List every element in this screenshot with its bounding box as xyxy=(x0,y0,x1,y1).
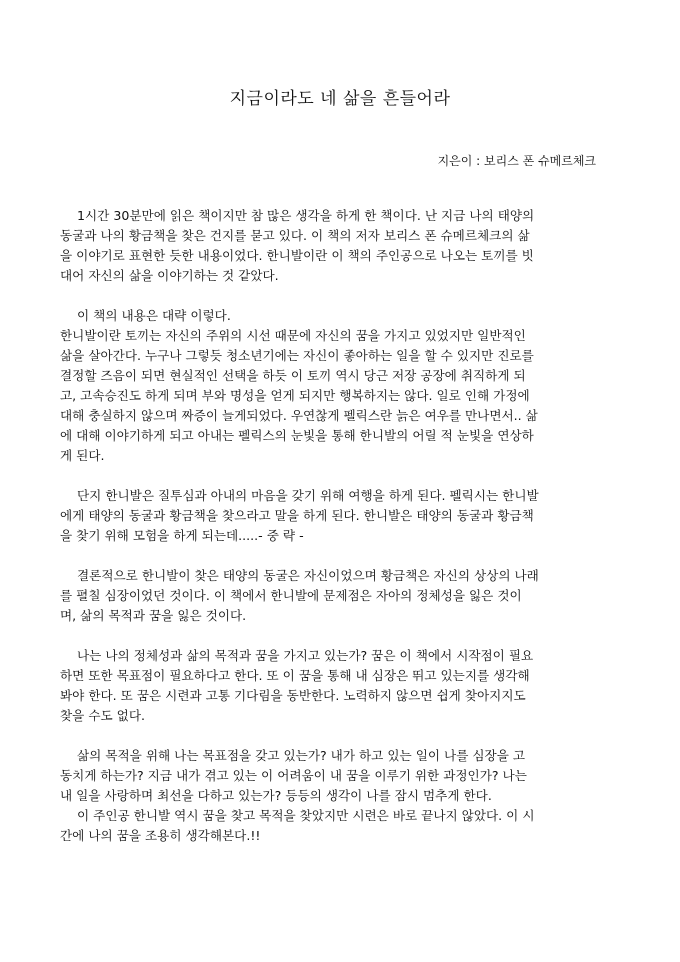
paragraph-5 xyxy=(60,646,622,726)
text-line: 게 된다. xyxy=(60,448,105,463)
text-line: 며, 삶의 목적과 꿈을 잃은 것이다. xyxy=(60,608,247,623)
text-line: 한니발이란 토끼는 자신의 주위의 시선 때문에 자신의 꿈을 가지고 있었지만 일반적인 xyxy=(60,328,526,343)
text-line: 1시간 30분만에 읽은 책이지만 참 많은 생각을 하게 한 책이다. 난 지금 나의 태양의 xyxy=(77,208,535,223)
text-line: 찾을 수도 없다. xyxy=(60,708,146,723)
document-title: 지금이라도 네 삶을 흔들어라 xyxy=(229,89,451,109)
text-line: 를 펼칠 심장이었던 것이다. 이 책에서 한니발에 문제점은 자아의 정체성을 잃은 것이 xyxy=(60,588,522,603)
text-line: 동치게 하는가? 지금 내가 겪고 있는 이 어려움이 내 꿈을 이루기 위한 과정인가? 나는 xyxy=(60,768,527,783)
paragraph-1 xyxy=(60,206,622,286)
text-line: 삶을 살아간다. 누구나 그렇듯 청소년기에는 자신이 좋아하는 일을 할 수 있지만 진로를 xyxy=(60,348,534,363)
text-line: 에게 태양의 동굴과 황금책을 찾으라고 말을 하게 된다. 한니발은 태양의 동굴과 황금책 xyxy=(60,508,534,523)
text-line: 결정할 즈음이 되면 현실적인 선택을 하듯 이 토끼 역시 당근 저장 공장에 취직하게 되 xyxy=(60,368,526,383)
paragraph-3 xyxy=(60,486,622,546)
text-line: 대어 자신의 삶을 이야기하는 것 같았다. xyxy=(60,268,279,283)
text-line: 내 일을 사랑하며 최선을 다하고 있는가? 등등의 생각이 나를 잠시 멈추게 한다. xyxy=(60,788,492,803)
text-line: 단지 한니발은 질투심과 아내의 마음을 갖기 위해 여행을 하게 된다. 펠릭시는 한니발 xyxy=(77,488,539,503)
text-line: 나는 나의 정체성과 삶의 목적과 꿈을 가지고 있는가? 꿈은 이 책에서 시작점이 필요 xyxy=(77,648,534,663)
text-line: 을 찾기 위해 모험을 하게 되는데.....- 중 략 - xyxy=(60,528,304,543)
text-line: 고, 고속승진도 하게 되며 부와 명성을 얻게 되지만 행복하지는 않다. 일로 인해 가정에 xyxy=(60,388,530,403)
text-line: 이 책의 내용은 대략 이렇다. xyxy=(77,308,231,323)
text-line: 대해 충실하지 않으며 짜증이 늘게되었다. 우연찮게 펠릭스란 늙은 여우를 만나면서.. 삶 xyxy=(60,408,538,423)
paragraph-7 xyxy=(60,806,622,846)
author-line: 지은이 : 보리스 폰 슈메르체크 xyxy=(437,154,596,168)
text-line: 간에 나의 꿈을 조용히 생각해본다.!! xyxy=(60,828,261,843)
paragraph-2 xyxy=(60,306,622,466)
paragraph-6 xyxy=(60,746,622,806)
text-line: 삶의 목적을 위해 나는 목표점을 갖고 있는가? 내가 하고 있는 일이 나를 심장을 고 xyxy=(77,748,526,763)
text-line: 하면 또한 목표점이 필요하다고 한다. 또 이 꿈을 통해 내 심장은 뛰고 있는지를 생각해 xyxy=(60,668,530,683)
paragraph-4 xyxy=(60,566,622,626)
document-body xyxy=(60,206,622,866)
text-line: 을 이야기로 표현한 듯한 내용이었다. 한니발이란 이 책의 주인공으로 나오는 토끼를 빗 xyxy=(60,248,534,263)
text-line: 이 주인공 한니발 역시 꿈을 찾고 목적을 찾았지만 시련은 바로 끝나지 않았다. 이 시 xyxy=(77,808,535,823)
text-line: 동굴과 나의 황금책을 찾은 건지를 묻고 있다. 이 책의 저자 보리스 폰 슈메르체크의 삶 xyxy=(60,228,530,243)
text-line: 결론적으로 한니발이 찾은 태양의 동굴은 자신이었으며 황금책은 자신의 상상의 나래 xyxy=(77,568,539,583)
text-line: 에 대해 이야기하게 되고 아내는 펠릭스의 눈빛을 통해 한니발의 어릴 적 눈빛을 연상하 xyxy=(60,428,534,443)
text-line: 봐야 한다. 또 꿈은 시련과 고통 기다림을 동반한다. 노력하지 않으면 쉽게 찾아지지도 xyxy=(60,688,526,703)
